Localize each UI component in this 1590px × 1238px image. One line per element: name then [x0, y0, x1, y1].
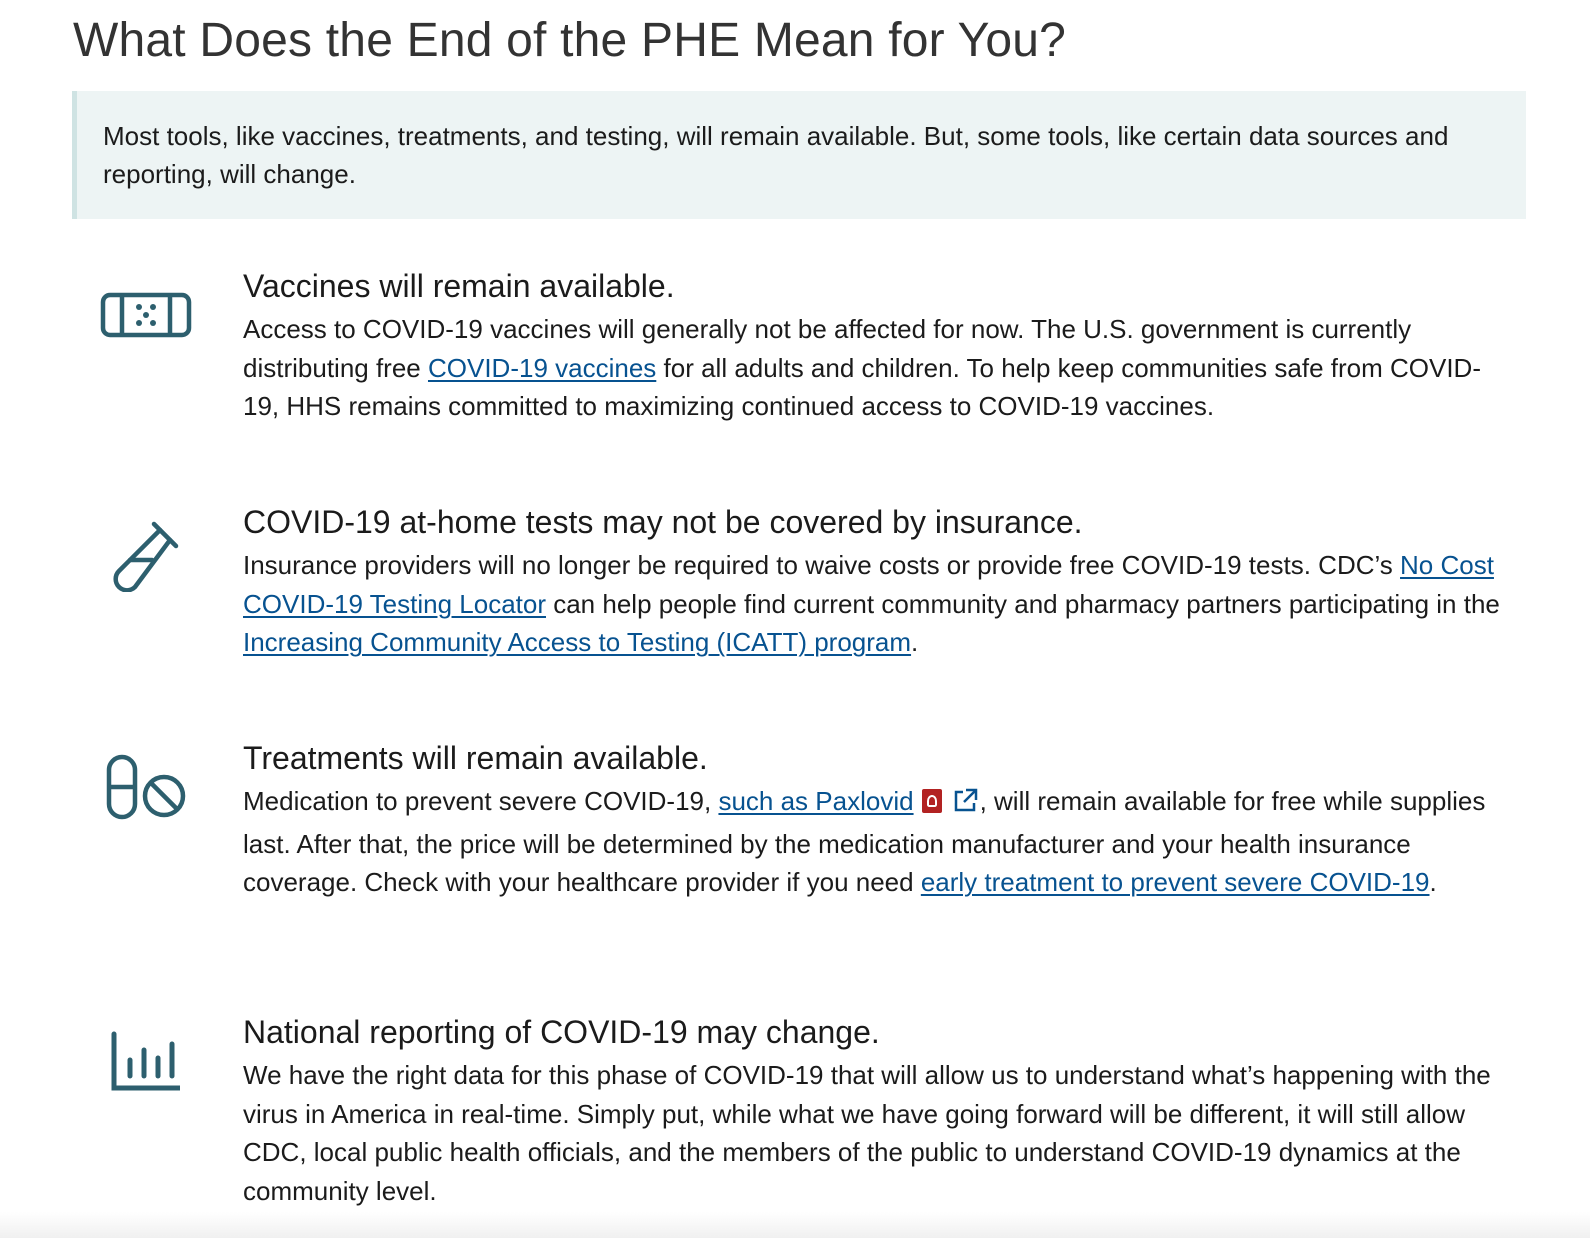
- body-text: , will remain available for free while supplies last. After that, the price will be determined by the medication manufacturer and your health insurance coverage. Check with your healthcare provider if you need: [243, 786, 1486, 897]
- section-tests-text: [243, 500, 1513, 662]
- body-text: for all adults and children. To help keep communities safe from COVID-19, HHS remains committed to maximizing continued access to COVID-19 vaccines.: [243, 352, 1481, 421]
- testing-locator-link[interactable]: No Cost COVID-19 Testing Locator: [243, 550, 1494, 619]
- body-text: Medication to prevent severe COVID-19,: [243, 786, 719, 816]
- external-link-icon[interactable]: [952, 786, 978, 825]
- summary-callout: [72, 91, 1526, 219]
- bandage-icon: [100, 290, 196, 366]
- icatt-program-link[interactable]: Increasing Community Access to Testing (ICATT) program: [243, 627, 912, 657]
- section-heading: Treatments will remain available.: [243, 740, 708, 776]
- covid-vaccines-link[interactable]: COVID-19 vaccines: [427, 352, 657, 383]
- page-title: What Does the End of the PHE Mean for You?: [73, 14, 1067, 67]
- body-text: Access to COVID-19 vaccines will generally not be affected for now. The U.S. government is currently distributing free: [243, 314, 1412, 383]
- body-text: We have the right data for this phase of COVID-19 that will allow us to understand what’s happening with the virus in America in real-time. Simply put, while what we have going forward will be different, it will still allow CDC, local public health officials, and the members of the public to understand COVID-19 dynamics at the community level.: [243, 1060, 1491, 1206]
- early-treatment-link[interactable]: early treatment to prevent severe COVID-19: [920, 867, 1430, 897]
- body-text: .: [1429, 867, 1437, 897]
- section-heading: National reporting of COVID-19 may change.: [243, 1014, 880, 1050]
- section-heading: Vaccines will remain available.: [243, 268, 675, 304]
- bar-chart-icon: [100, 1030, 196, 1106]
- body-text: .: [911, 627, 919, 657]
- test-tube-icon: [100, 516, 196, 592]
- bottom-fade: [0, 1212, 1590, 1238]
- section-treatments-text: [243, 736, 1513, 902]
- section-body: [243, 782, 1513, 902]
- body-text: can help people find current community and pharmacy partners participating in the: [546, 588, 1500, 619]
- paxlovid-link[interactable]: such as Paxlovid: [718, 786, 914, 816]
- section-reporting-text: [243, 1010, 1513, 1210]
- callout-text: Most tools, like vaccines, treatments, and testing, will remain available. But, some tools, like certain data sources and reporting, will change.: [103, 121, 1449, 189]
- section-vaccines-text: [243, 264, 1513, 426]
- body-text: Insurance providers will no longer be required to waive costs or provide free COVID-19 tests. CDC’s: [243, 550, 1401, 580]
- section-body: [243, 310, 1513, 426]
- pill-icon: [100, 754, 196, 830]
- pdf-icon: [922, 789, 942, 813]
- section-heading: COVID-19 at-home tests may not be covered by insurance.: [243, 504, 1083, 540]
- section-body: [243, 546, 1513, 662]
- section-body: [243, 1056, 1513, 1210]
